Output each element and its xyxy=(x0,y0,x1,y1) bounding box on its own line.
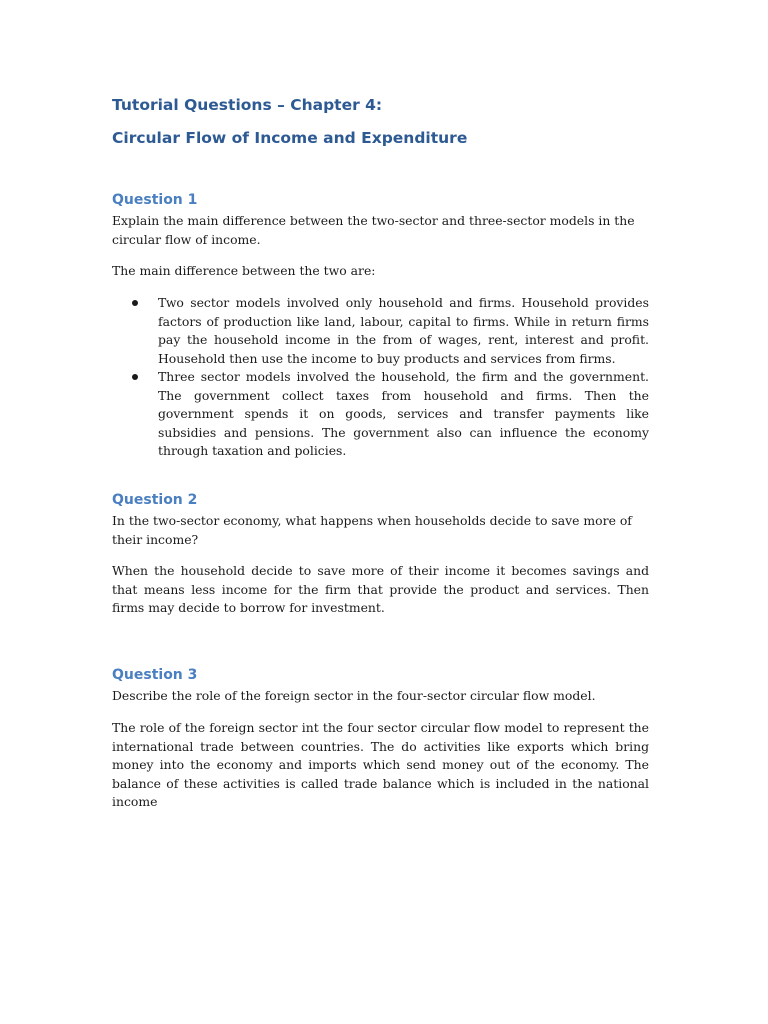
question-1-answer-intro: The main difference between the two are: xyxy=(112,263,376,278)
document-title: Tutorial Questions – Chapter 4: xyxy=(112,96,383,114)
list-item xyxy=(112,368,649,461)
document-subtitle: Circular Flow of Income and Expenditure xyxy=(112,129,468,147)
question-2-prompt: In the two-sector economy, what happens when households decide to save more of their income? xyxy=(112,513,632,547)
question-1-heading: Question 1 xyxy=(112,192,198,208)
question-3-prompt: Describe the role of the foreign sector in the four-sector circular flow model. xyxy=(112,688,596,703)
bullet-icon xyxy=(132,374,138,380)
question-1-bullet-list xyxy=(112,294,649,461)
question-3-heading: Question 3 xyxy=(112,667,198,683)
bullet-text: Two sector models involved only household and firms. Household provides factors of production like land, labour, capital to firms. While in return firms pay the household income in the from of wages, rent, interest and profit. Household then use the income to buy products and services from firms. xyxy=(158,295,649,366)
list-item xyxy=(112,294,649,368)
question-1-prompt: Explain the main difference between the two-sector and three-sector models in the circular flow of income. xyxy=(112,213,635,247)
question-3-answer: The role of the foreign sector int the four sector circular flow model to represent the international trade between countries. The do activities like exports which bring money into the economy and imports which send money out of the economy. The balance of these activities is called trade balance which is included in the national income xyxy=(112,720,649,809)
question-2-heading: Question 2 xyxy=(112,492,198,508)
bullet-text: Three sector models involved the household, the firm and the government. The government collect taxes from household and firms. Then the government spends it on goods, services and transfer payments like subsidies and pensions. The government also can influence the economy through taxation and policies. xyxy=(158,369,649,458)
question-2-answer: When the household decide to save more of their income it becomes savings and that means less income for the firm that provide the product and services. Then firms may decide to borrow for investment. xyxy=(112,563,649,615)
bullet-icon xyxy=(132,300,138,306)
